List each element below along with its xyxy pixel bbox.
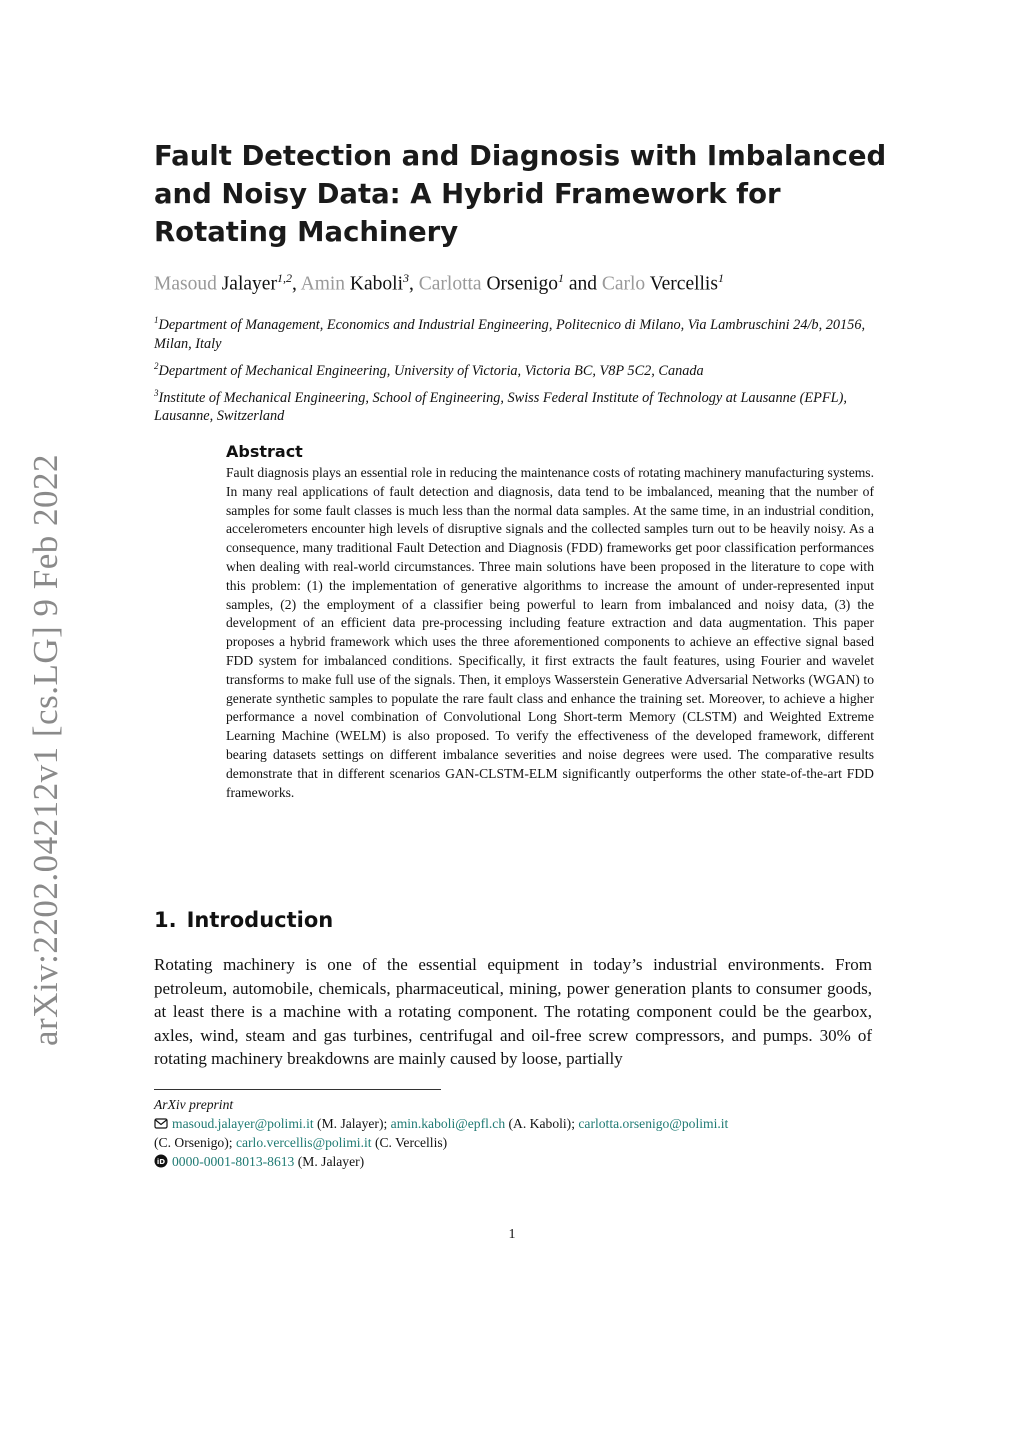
- preprint-label: ArXiv preprint: [154, 1097, 234, 1112]
- affiliation-sup: 2: [154, 360, 159, 371]
- email-owner: (C. Orsenigo): [154, 1135, 229, 1150]
- email-link[interactable]: amin.kaboli@epfl.ch: [390, 1116, 506, 1131]
- author-last-name: Kaboli: [349, 273, 403, 295]
- email-link[interactable]: carlotta.orsenigo@polimi.it: [578, 1116, 729, 1131]
- author-first-name: Carlo: [601, 273, 646, 295]
- email-link[interactable]: masoud.jalayer@polimi.it: [172, 1116, 314, 1131]
- email-separator: ;: [228, 1135, 236, 1150]
- email-owner: (C. Vercellis): [374, 1135, 448, 1150]
- section-body-text: Rotating machinery is one of the essential equipment in today’s industrial environments. From petroleum, automobile, chemicals, pharmaceutical, mining, power generation plants to consumer goods, at least there is a machine with a rotating component. The rotating component could be the gearbox, axles, wind, steam and gas turbines, centrifugal and oil-free screw compressors, and pumps. 30% of rotating machinery breakdowns are mainly caused by loose, partially: [154, 955, 872, 1068]
- affiliation-text: Institute of Mechanical Engineering, School of Engineering, Swiss Federal Institute of Technology at Lausanne (EPFL), Lausanne, Switzerland: [154, 389, 847, 425]
- abstract-text: Fault diagnosis plays an essential role in reducing the maintenance costs of rotating machinery manufacturing systems. In many real applications of fault detection and diagnosis, data tend to be imbalanced, meaning that the number of samples for some fault classes is much less than the normal data samples. At the same time, in an industrial condition, accelerometers encounter high levels of disruptive signals and the collected samples turn out to be heavily noisy. As a consequence, many traditional Fault Detection and Diagnosis (FDD) frameworks get poor classification performances when dealing with real-world circumstances. Three main solutions have been proposed in the literature to cope with this problem: (1) the implementation of generative algorithms to increase the amount of under-represented input samples, (2) the employment of a classifier being powerful to learn from imbalanced and noisy data, (3) the development of an efficient data pre-processing including feature extraction and data augmentation. This paper proposes a hybrid framework which uses the three aforementioned components to achieve an effective signal based FDD system for imbalanced conditions. Specifically, it first extracts the fault features, using Fourier and wavelet transforms to make full use of the signals. Then, it employs Wasserstein Generative Adversarial Networks (WGAN) to generate synthetic samples to populate the rare fault class and enhance the training set. Moreover, to achieve a higher performance a novel combination of Convolutional Long Short-term Memory (CLSTM) and Weighted Extreme Learning Machine (WELM) is also proposed. To verify the effectiveness of the developed framework, different bearing datasets settings on different imbalance severities and noise degrees were used. The comparative results demonstrate that in different scenarios GAN-CLSTM-ELM significantly outperforms the other state-of-the-art FDD frameworks.: [226, 465, 874, 800]
- author-affil-sup: 1,2: [276, 271, 292, 285]
- orcid-link[interactable]: 0000-0001-8013-8613: [172, 1154, 295, 1169]
- affiliation-sup: 3: [154, 387, 159, 398]
- footnote-divider: [154, 1089, 441, 1090]
- author-first-name: Carlotta: [418, 273, 482, 295]
- email-separator: ;: [383, 1116, 391, 1131]
- author-separator: ,: [409, 273, 419, 295]
- author-affil-sup: 3: [403, 271, 409, 285]
- arxiv-stamp-text: arXiv:2202.04212v1 [cs.LG] 9 Feb 2022: [26, 453, 65, 1047]
- affiliation: [154, 357, 884, 381]
- orcid-icon: [154, 1154, 168, 1168]
- author-first-name: Amin: [300, 273, 346, 295]
- email-link[interactable]: carlo.vercellis@polimi.it: [235, 1135, 372, 1150]
- svg-text:iD: iD: [156, 1158, 166, 1166]
- affiliation-text: Department of Mechanical Engineering, University of Victoria, Victoria BC, V8P 5C2, Canada: [158, 362, 704, 379]
- author-last-name: Jalayer: [221, 273, 277, 295]
- section-heading: [154, 906, 333, 934]
- author-affil-sup: 1: [557, 271, 564, 285]
- author-affil-sup: 1: [717, 271, 724, 285]
- author-separator: and: [563, 273, 602, 295]
- email-owner: (M. Jalayer): [317, 1116, 384, 1131]
- section-title: Introduction: [186, 908, 334, 932]
- affiliation-text: Department of Management, Economics and Industrial Engineering, Politecnico di Milano, Via Lambruschini 24/b, 20156, Milan, Italy: [154, 316, 866, 352]
- email-line: [154, 1114, 874, 1152]
- author-separator: ,: [291, 273, 301, 295]
- abstract-heading: Abstract: [226, 442, 303, 461]
- envelope-icon: [154, 1116, 168, 1130]
- email-owner: (A. Kaboli): [508, 1116, 572, 1131]
- affiliation-sup: 1: [154, 315, 159, 325]
- footnotes: [154, 1095, 874, 1171]
- author-last-name: Vercellis: [649, 273, 718, 295]
- paper-title: Fault Detection and Diagnosis with Imbalanced and Noisy Data: A Hybrid Framework for Rotating Machinery: [154, 140, 887, 248]
- orcid-line: [154, 1152, 874, 1171]
- affiliation: [154, 384, 884, 427]
- section-number: 1.: [154, 908, 177, 932]
- author-first-name: Masoud: [154, 273, 217, 295]
- author-list: [154, 265, 914, 298]
- abstract: [226, 442, 874, 802]
- email-separator: ;: [571, 1116, 579, 1131]
- affiliation-list: [154, 311, 884, 429]
- page-number: 1: [508, 1227, 516, 1242]
- orcid-owner: (M. Jalayer): [297, 1154, 365, 1169]
- author-last-name: Orsenigo: [486, 273, 558, 295]
- affiliation: [154, 311, 884, 354]
